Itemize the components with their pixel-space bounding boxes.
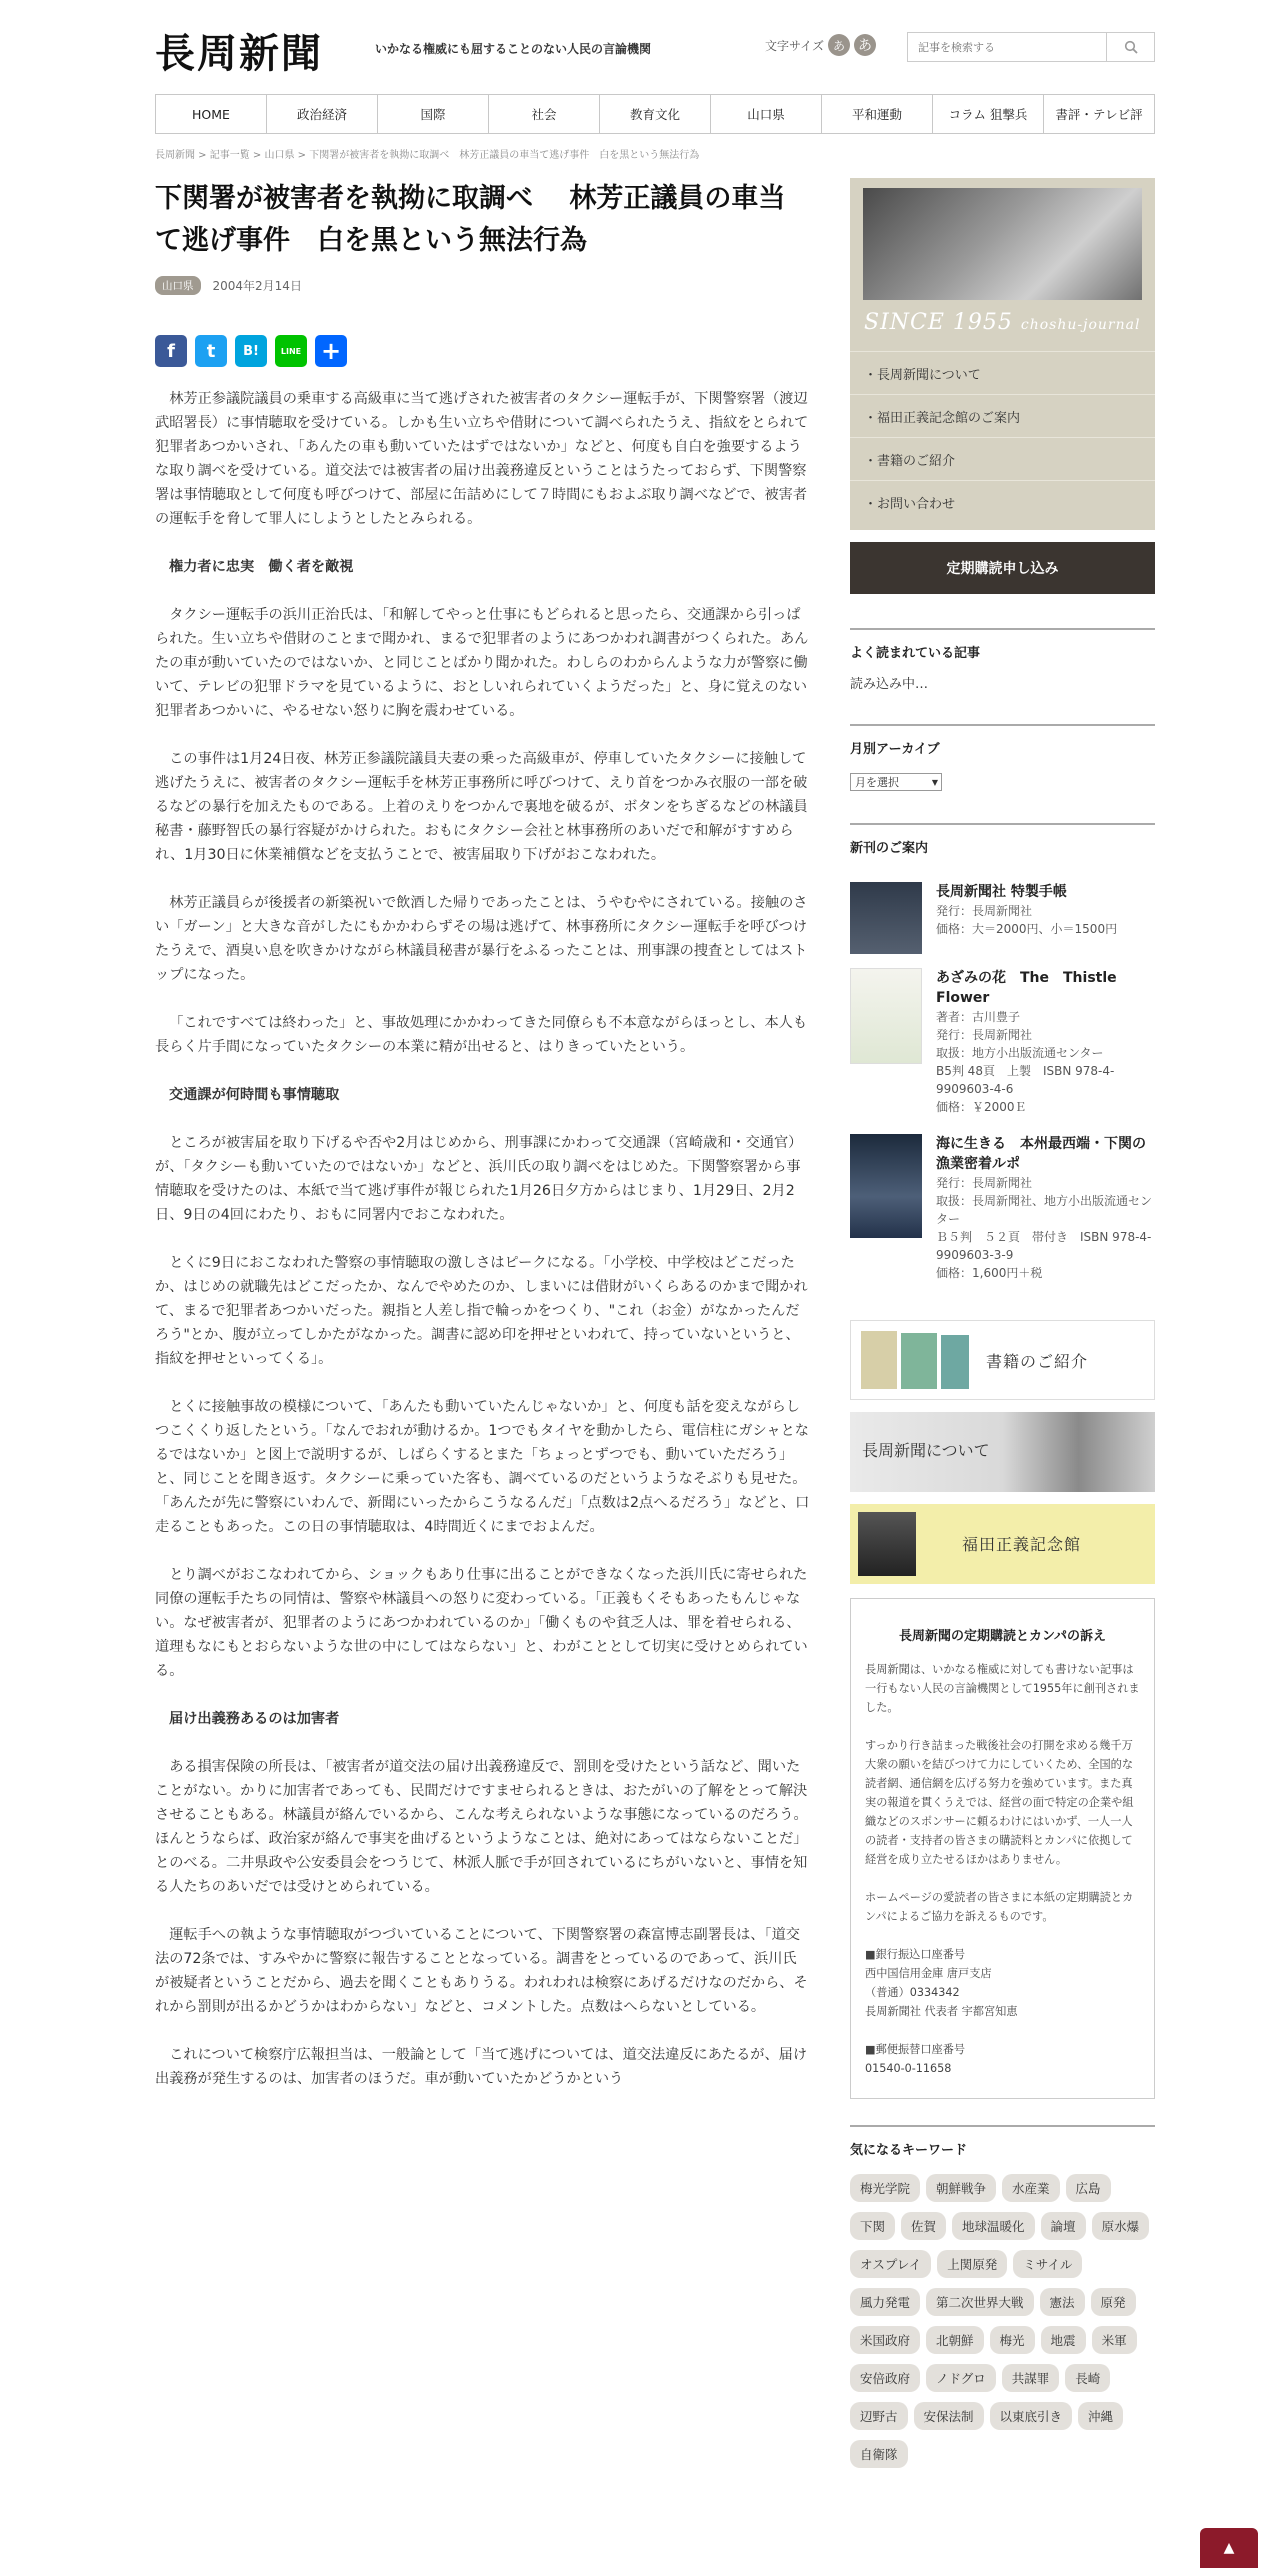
article-title: 下関署が被害者を執拗に取調べ 林芳正議員の車当て逃げ事件 白を黒という無法行為 — [155, 183, 786, 256]
bank-detail: 西中国信用金庫 唐戸支店 — [865, 1967, 992, 1980]
nav-reviews[interactable]: 書評・テレビ評 — [1055, 107, 1143, 122]
book-detail: Ｂ５判 ５２頁 帯付き ISBN 978-4-9909603-3-9 — [936, 1230, 1152, 1262]
promo-link-books[interactable]: ・ 書籍のご紹介 — [850, 437, 1155, 480]
line-share-button[interactable] — [275, 335, 307, 367]
promo-since: SINCE 1955 choshu-journal — [864, 310, 1141, 335]
font-size-label: 文字サイズ — [765, 38, 825, 53]
keyword-tag[interactable]: 憲法 — [1040, 2288, 1085, 2316]
appeal-box — [850, 1598, 1155, 2099]
article-meta — [155, 276, 810, 295]
popular-title: よく読まれている記事 — [850, 628, 1155, 661]
line-icon: LINE — [280, 346, 302, 356]
keyword-tag[interactable]: 安保法制 — [914, 2402, 984, 2430]
keyword-tag[interactable]: 沖縄 — [1078, 2402, 1123, 2430]
keyword-tag[interactable]: 下関 — [850, 2212, 895, 2240]
books-banner-label: 書籍のご紹介 — [986, 1352, 1089, 1371]
chevron-down-icon: ▼ — [931, 777, 938, 787]
article-subheading: 権力者に忠実 働く者を敵視 — [169, 559, 354, 575]
font-small-button[interactable]: あ — [828, 34, 850, 56]
keyword-list — [850, 2174, 1155, 2468]
keyword-tag[interactable]: 風力発電 — [850, 2288, 920, 2316]
keyword-tag[interactable]: 梅光学院 — [850, 2174, 920, 2202]
book-detail: 発行：長周新聞社 — [936, 1176, 1033, 1190]
nav-society[interactable]: 社会 — [489, 95, 600, 133]
site-header — [155, 18, 1155, 78]
keyword-tag[interactable]: 佐賀 — [901, 2212, 946, 2240]
article — [155, 178, 810, 2115]
keyword-tag[interactable]: 梅光 — [990, 2326, 1035, 2354]
back-to-top-button[interactable]: ▲ — [1200, 2528, 1258, 2568]
book-cover — [850, 882, 922, 954]
popular-loading: 読み込み中… — [850, 677, 929, 692]
keyword-tag[interactable]: 第二次世界大戦 — [926, 2288, 1034, 2316]
search-box — [907, 32, 1155, 62]
article-paragraph: これについて検察庁広報担当は、一般論として「当て逃げについては、道交法違反にあたるが、届け出義務が発生するのは、加害者のほうだ。車が動いていたかどうかという — [155, 2047, 808, 2087]
appeal-title: 長周新聞の定期購読とカンパの訴え — [898, 1629, 1107, 1644]
site-logo[interactable]: 長周新聞 — [155, 30, 323, 77]
keyword-tag[interactable]: 朝鮮戦争 — [926, 2174, 996, 2202]
share-buttons — [155, 335, 810, 367]
book-cover — [850, 968, 922, 1064]
book-cover — [850, 1134, 922, 1238]
breadcrumb[interactable]: 長周新聞 > 記事一覧 > 山口県 > 下関署が被害者を執拗に取調べ 林芳正議員の車当て逃げ事件 白を黒という無法行為 — [155, 150, 700, 161]
article-paragraph: 林芳正参議院議員の乗車する高級車に当て逃げされた被害者のタクシー運転手が、下関警察署（渡辺武昭署長）に事情聴取を受けている。しかも生い立ちや借財について調べられたうえ、指紋をとられて犯罪者あつかいされ、「あんたの車も動いていたはずではないか」などと、何度も自白を強要するような取り調べを受けている。道交法では被害者の届け出義務違反ということはうたっておらず、下関警察署は事情聴取として何度も呼びつけて、部屋に缶詰めにして７時間にもおよぶ取り調べなどで、被害者の運転手を脅して罪人にしようとしたとみられる。 — [155, 391, 809, 527]
bank-title: ■銀行振込口座番号 — [865, 1948, 966, 1961]
book-thumb — [901, 1333, 937, 1389]
main-nav — [155, 94, 1155, 134]
book-detail: 価格：大＝2000円、小＝1500円 — [936, 922, 1118, 936]
book-thumb — [861, 1331, 897, 1389]
book-title: 海に生きる 本州最西端・下関の漁業密着ルポ — [936, 1136, 1146, 1172]
keyword-tag[interactable]: 広島 — [1066, 2174, 1111, 2202]
keyword-tag[interactable]: 長崎 — [1065, 2364, 1110, 2392]
keyword-tag[interactable]: ノドグロ — [926, 2364, 996, 2392]
nav-peace-movement[interactable]: 平和運動 — [822, 95, 933, 133]
search-icon — [1124, 40, 1138, 54]
appeal-text: 長周新聞は、いかなる権威に対しても書けない記事は一行もない人民の言論機関として1955年に創刊されました。 — [865, 1663, 1140, 1714]
books-banner[interactable] — [850, 1320, 1155, 1400]
article-paragraph: この事件は1月24日夜、林芳正参議院議員夫妻の乗った高級車が、停車していたタクシーに接触して逃げたうえに、被害者のタクシー運転手を林芳正事務所に呼びつけて、えり首をつかみ衣服の一部を破るなどの暴行を加えたものである。上着のえりをつかんで裏地を破るが、ボタンをちぎるなどの林議員秘書・藤野智氏の暴行容疑がかけられた。おもにタクシー会社と林事務所のあいだで和解がすすめられ、1月30日に休業補償などを支払うことで、被害届取り下げがおこなわれた。 — [155, 751, 808, 863]
book-item[interactable] — [850, 968, 1155, 1134]
nav-yamaguchi[interactable]: 山口県 — [711, 95, 822, 133]
search-button[interactable] — [1106, 33, 1154, 61]
postal-number: 01540-0-11658 — [865, 2062, 952, 2075]
twitter-icon: t — [206, 340, 216, 362]
article-paragraph: 「これですべては終わった」と、事故処理にかかわってきた同僚らも不本意ながらほっとし、本人も長らく片手間になっていたタクシーの本業に精が出せると、はりきっていたという。 — [155, 1015, 808, 1055]
appeal-text: ホームページの愛読者の皆さまに本紙の定期購読とカンパによるご協力を訴えるものです。 — [865, 1891, 1134, 1923]
book-title: あざみの花 The Thistle Flower — [936, 970, 1117, 1006]
keywords-title: 気になるキーワード — [850, 2125, 1155, 2158]
keyword-tag[interactable]: 地震 — [1041, 2326, 1086, 2354]
nav-column[interactable]: コラム 狙撃兵 — [933, 95, 1044, 133]
book-item[interactable] — [850, 1134, 1155, 1320]
promo-link-contact[interactable]: ・ お問い合わせ — [850, 480, 1155, 523]
twitter-share-button[interactable] — [195, 335, 227, 367]
article-paragraph: とり調べがおこなわれてから、ショックもあり仕事に出ることができなくなった浜川氏に寄せられた同僚の運転手たちの同情は、警察や林議員への怒りに変わっている。「正義もくそもあったもんじゃない。なぜ被害者が、犯罪者のようにあつかわれているのか」「働くものや貧乏人は、罪を着せられる、道理もなにもとおらないような世の中にしてはならない」と、わがこととして切実に受けとめられている。 — [155, 1567, 808, 1679]
about-banner-label: 長周新聞について — [862, 1441, 990, 1460]
plus-icon: + — [320, 337, 342, 365]
keyword-tag[interactable]: 地球温暖化 — [952, 2212, 1035, 2240]
book-detail: 発行：長周新聞社 — [936, 1028, 1033, 1042]
keyword-tag[interactable]: 自衛隊 — [850, 2440, 908, 2468]
subscribe-button[interactable]: 定期購読申し込み — [850, 542, 1155, 594]
keyword-tag[interactable]: ミサイル — [1013, 2250, 1082, 2278]
keyword-tag[interactable]: 共謀罪 — [1002, 2364, 1060, 2392]
category-badge[interactable]: 山口県 — [155, 276, 201, 295]
keyword-tag[interactable]: 論壇 — [1041, 2212, 1086, 2240]
keyword-tag[interactable]: 北朝鮮 — [926, 2326, 984, 2354]
keyword-tag[interactable]: 辺野古 — [850, 2402, 908, 2430]
site-tagline: いかなる権威にも屈することのない人民の言論機関 — [375, 42, 652, 56]
promo-block — [850, 178, 1155, 530]
article-paragraph: タクシー運転手の浜川正治氏は、「和解してやっと仕事にもどられると思ったら、交通課から引っぱられた。生い立ちや借財のことまで聞かれ、まるで犯罪者のようにあつかわれ調書がつくられた。あんたの車が動いていたのではないか、と同じことばかり聞かれた。わしらのわからんような力が警察に働いて、テレビの犯罪ドラマを見ているように、おとしいれられていくようだった」と、身に覚えのない犯罪者あつかいに、やるせない怒りに胸を震わせている。 — [155, 607, 809, 719]
keyword-tag[interactable]: 水産業 — [1002, 2174, 1060, 2202]
book-detail: 取扱：長周新聞社、地方小出版流通センター — [936, 1194, 1153, 1226]
nav-international[interactable]: 国際 — [378, 95, 489, 133]
hatena-share-button[interactable] — [235, 335, 267, 367]
keyword-tag[interactable]: 米国政府 — [850, 2326, 920, 2354]
article-subheading: 交通課が何時間も事情聴取 — [169, 1087, 340, 1103]
add-share-button[interactable] — [315, 335, 347, 367]
book-detail: B5判 48頁 上製 ISBN 978-4-9909603-4-6 — [936, 1064, 1115, 1096]
promo-links — [850, 351, 1155, 523]
article-paragraph: ところが被害届を取り下げるや否や2月はじめから、刑事課にかわって交通課（宮崎歳和・交通官）が、「タクシーも動いていたのではないか」などと、浜川氏の取り調べをはじめた。下関警察署から事情聴取を受けたのは、本紙で当て逃げ事件が報じられた1月26日夕方からはじまり、1月29日、2月2日、9日の4回にわたり、おもに同署内でおこなわれた。 — [155, 1135, 803, 1223]
sidebar — [850, 178, 1155, 2468]
nav-politics-economy[interactable]: 政治経済 — [267, 95, 378, 133]
article-subheading: 届け出義務あるのは加害者 — [169, 1711, 340, 1727]
hatena-icon: B! — [243, 343, 259, 359]
promo-link-about[interactable]: ・ 長周新聞について — [850, 351, 1155, 394]
memorial-banner-label: 福田正義記念館 — [962, 1535, 1082, 1554]
memorial-banner[interactable] — [850, 1504, 1155, 1584]
book-thumb — [941, 1335, 969, 1389]
newsroom-photo — [863, 188, 1142, 300]
keyword-tag[interactable]: 以東底引き — [990, 2402, 1073, 2430]
keyword-tag[interactable]: 安倍政府 — [850, 2364, 920, 2392]
book-detail: 取扱：地方小出版流通センター — [936, 1046, 1104, 1060]
bank-detail: 長周新聞社 代表者 宇都宮知恵 — [865, 2005, 1018, 2018]
book-detail: 発行：長周新聞社 — [936, 904, 1033, 918]
article-paragraph: ある損害保険の所長は、「被害者が道交法の届け出義務違反で、罰則を受けたという話など、聞いたことがない。かりに加害者であっても、民間だけですませられるときは、おたがいの了解をとって解決させることもある。林議員が絡んでいるから、こんな考えられないような事態になっているのだろう。ほんとうならば、政治家が絡んで事実を曲げるというようなことは、絶対にあってはならないことだ」とのべる。二井県政や公安委員会をつうじて、林派人脈で手が回されているにちがいないと、事情を知る人たちのあいだでは受けとめられている。 — [155, 1759, 808, 1895]
keyword-tag[interactable]: 原発 — [1091, 2288, 1136, 2316]
font-large-button[interactable]: あ — [854, 34, 876, 56]
book-detail: 価格：￥2000Ｅ — [936, 1100, 1027, 1114]
article-date: 2004年2月14日 — [212, 279, 302, 293]
book-detail: 著者：古川豊子 — [936, 1010, 1021, 1024]
keyword-tag[interactable]: 米軍 — [1092, 2326, 1137, 2354]
keyword-tag[interactable]: オスプレイ — [850, 2250, 931, 2278]
article-paragraph: とくに9日におこなわれた警察の事情聴取の激しさはピークになる。「小学校、中学校はどこだったか、はじめの就職先はどこだったか、なんでやめたのか、しまいには借財がいくらあるのかまで聞かれて、まるで犯罪者あつかいだった。親指と人差し指で輪っかをつくり、"これ（お金）がなかったんだろう"とか、腹が立ってしかたがなかった。調書に認め印を押せといわれて、持っていないというと、指紋を押せといってくる」。 — [155, 1255, 808, 1367]
book-title: 長周新聞社 特製手帳 — [936, 884, 1067, 900]
search-input[interactable] — [908, 33, 1104, 61]
article-paragraph: 林芳正議員らが後援者の新築祝いで飲酒した帰りであったことは、うやむやにされている。接触のさい「ガーン」と大きな音がしたにもかかわらずその場は逃げて、林事務所にタクシー運転手を呼びつけたうえで、酒臭い息を吹きかけながら林議員秘書が暴行をふるったことは、刑事課の捜査としてはストップになった。 — [155, 895, 808, 983]
new-books-title: 新刊のご案内 — [850, 823, 1155, 856]
keyword-tag[interactable]: 原水爆 — [1092, 2212, 1150, 2240]
article-body — [155, 387, 810, 2091]
about-banner[interactable] — [850, 1412, 1155, 1492]
book-item[interactable] — [850, 882, 1155, 968]
book-detail: 価格：1,600円＋税 — [936, 1266, 1043, 1280]
archive-title: 月別アーカイブ — [850, 724, 1155, 757]
nav-home[interactable]: HOME — [156, 95, 267, 133]
portrait-photo — [858, 1512, 916, 1576]
postal-title: ■郵便振替口座番号 — [865, 2043, 966, 2056]
nav-education-culture[interactable]: 教育文化 — [600, 95, 711, 133]
promo-link-memorial[interactable]: ・ 福田正義記念館のご案内 — [850, 394, 1155, 437]
font-size-control — [765, 34, 876, 56]
archive-select[interactable]: 月を選択 ▼ — [850, 773, 942, 791]
keyword-tag[interactable]: 上関原発 — [937, 2250, 1007, 2278]
article-paragraph: 運転手への執ような事情聴取がつづいていることについて、下関警察署の森富博志副署長は、「道交法の72条では、すみやかに警察に報告することとなっている。調書をとっているのであって、浜川氏が被疑者ということだから、過去を聞くこともありうる。われわれは検察にあげるだけなのだから、それから罰則が出るかどうかはわからない」などと、コメントした。点数はへらないとしている。 — [155, 1927, 808, 2015]
bank-detail: （普通）0334342 — [865, 1986, 960, 1999]
facebook-share-button[interactable] — [155, 335, 187, 367]
appeal-text: すっかり行き詰まった戦後社会の打開を求める幾千万大衆の願いを結びつけて力にしていくため、全国的な読者網、通信網を広げる努力を強めています。また真実の報道を貫くうえでは、経営の面で特定の企業や組織などのスポンサーに頼るわけにはいかず、一人一人の読者・支持者の皆さまの購読料とカンパに依拠して経営を成り立たせるほかはありません。 — [865, 1739, 1134, 1866]
article-paragraph: とくに接触事故の模様について、「あんたも動いていたんじゃないか」と、何度も話を変えながらしつこくくり返したという。「なんでおれが動けるか。1つでもタイヤを動かしたら、電信柱にガシャとなるではないか」と図上で説明するが、しばらくするとまた「ちょっとずつでも、動いていただろう」と、同じことを聞き返す。タクシーに乗っていた客も、調べているのだというようなそぶりも見せた。「あんたが先に警察にいわんで、新聞にいったからこうなるんだ」「点数は2点へるだろう」などと、口走ることもあった。この日の事情聴取は、4時間近くにまでおよんだ。 — [155, 1399, 810, 1535]
facebook-icon: f — [167, 340, 175, 362]
